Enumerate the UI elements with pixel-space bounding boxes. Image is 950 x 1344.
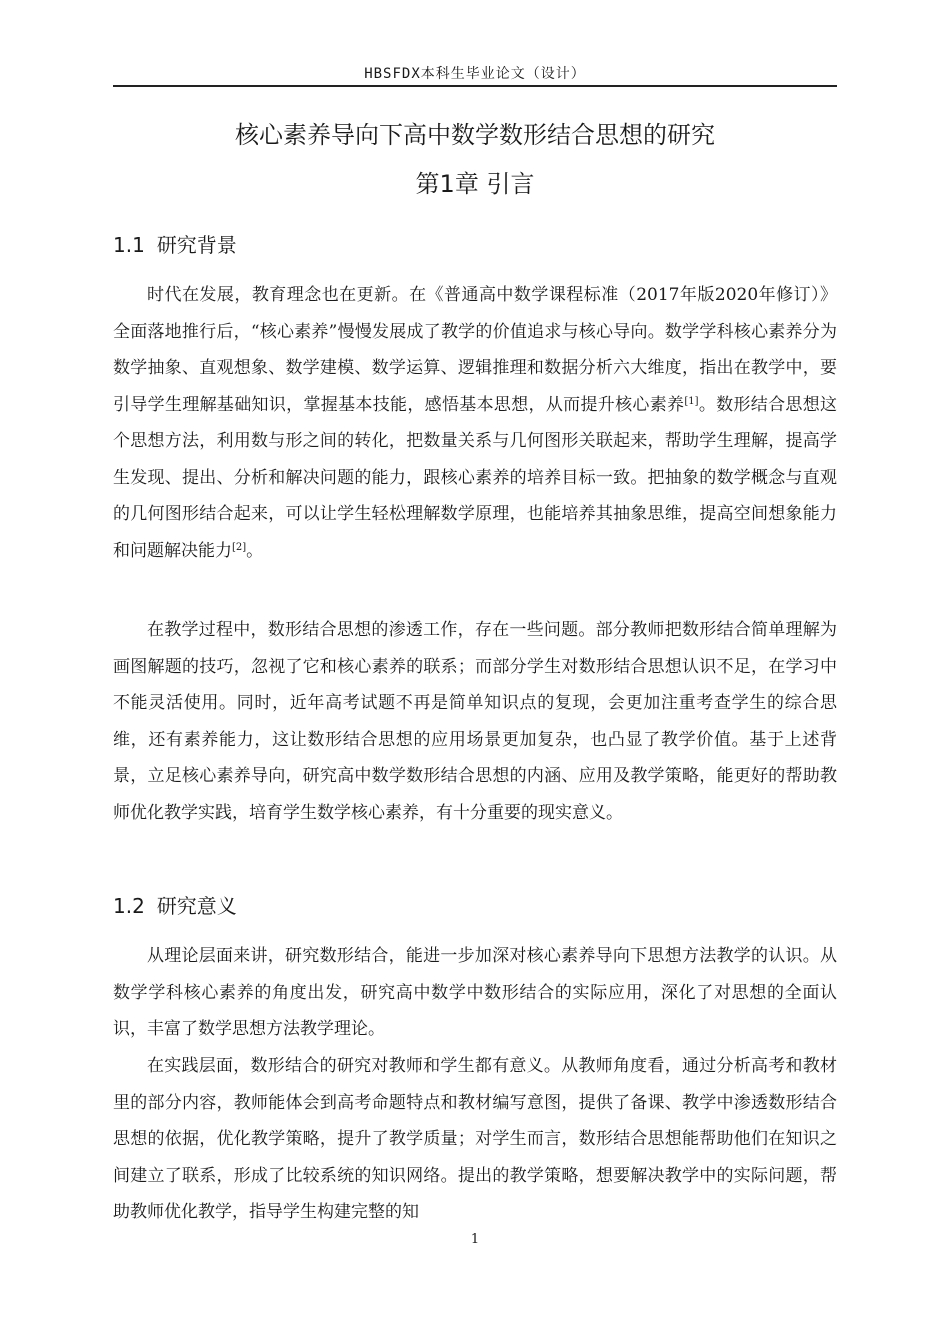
citation-mark[interactable]: [1] <box>684 395 699 407</box>
citation-mark[interactable]: [2] <box>232 541 247 553</box>
chapter-heading: 第1章 引言 <box>415 170 535 198</box>
paragraph <box>113 277 837 569</box>
section-title: 研究意义 <box>156 894 237 918</box>
paragraph <box>113 938 837 1048</box>
paragraph-text: 从理论层面来讲，研究数形结合，能进一步加深对核心素养导向下思想方法教学的认识。从数学学科核心素养的角度出发，研究高中数学中数形结合的实际应用，深化了对思想的全面认识，丰富了数学思想方法教学理论。 <box>113 946 837 1039</box>
paragraph-text: 。数形结合思想这个思想方法，利用数与形之间的转化，把数量关系与几何图形关联起来，帮助学生理解，提高学生发现、提出、分析和解决问题的能力，跟核心素养的培养目标一致。把抽象的数学概念与直观的几何图形结合起来，可以让学生轻松理解数学原理，也能培养其抽象思维，提高空间想象能力和问题解决能力 <box>113 394 838 561</box>
header-rule <box>113 85 837 87</box>
page-number: 1 <box>470 1232 480 1247</box>
running-header: HBSFDX本科生毕业论文（设计） <box>364 66 586 82</box>
paragraph-text: 在教学过程中，数形结合思想的渗透工作，存在一些问题。部分教师把数形结合简单理解为画图解题的技巧，忽视了它和核心素养的联系；而部分学生对数形结合思想认识不足，在学习中不能灵活使用。同时，近年高考试题不再是简单知识点的复现，会更加注重考查学生的综合思维，还有素养能力，这让数形结合思想的应用场景更加复杂，也凸显了教学价值。基于上述背景，立足核心素养导向，研究高中数学数形结合思想的内涵、应用及教学策略，能更好的帮助教师优化教学实践，培育学生数学核心素养，有十分重要的现实意义。 <box>113 620 837 823</box>
section-title: 研究背景 <box>156 233 237 257</box>
paper-title: 核心素养导向下高中数学数形结合思想的研究 <box>235 121 715 149</box>
section-heading-1-1 <box>113 229 837 258</box>
paragraph <box>113 1048 837 1231</box>
paragraph-text: 在实践层面，数形结合的研究对教师和学生都有意义。从教师角度看，通过分析高考和教材里的部分内容，教师能体会到高考命题特点和教材编写意图，提供了备课、教学中渗透数形结合思想的依据，优化教学策略，提升了教学质量；对学生而言，数形结合思想能帮助他们在知识之间建立了联系，形成了比较系统的知识网络。提出的教学策略，想要解决教学中的实际问题，帮助教师优化教学，指导学生构建完整的知 <box>113 1056 837 1222</box>
paragraph-text: 。 <box>246 540 264 561</box>
section-heading-1-2 <box>113 890 837 919</box>
paragraph <box>113 612 837 831</box>
section-number: 1.1 <box>113 233 145 257</box>
paragraph-text: 时代在发展，教育理念也在更新。在《普通高中数学课程标准（2017年版2020年修订）》全面落地推行后，“核心素养”慢慢发展成了教学的价值追求与核心导向。数学学科核心素养分为数学抽象、直观想象、数学建模、数学运算、逻辑推理和数据分析六大维度，指出在教学中，要引导学生理解基础知识，掌握基本技能，感悟基本思想，从而提升核心素养 <box>113 285 837 415</box>
section-number: 1.2 <box>113 894 145 918</box>
